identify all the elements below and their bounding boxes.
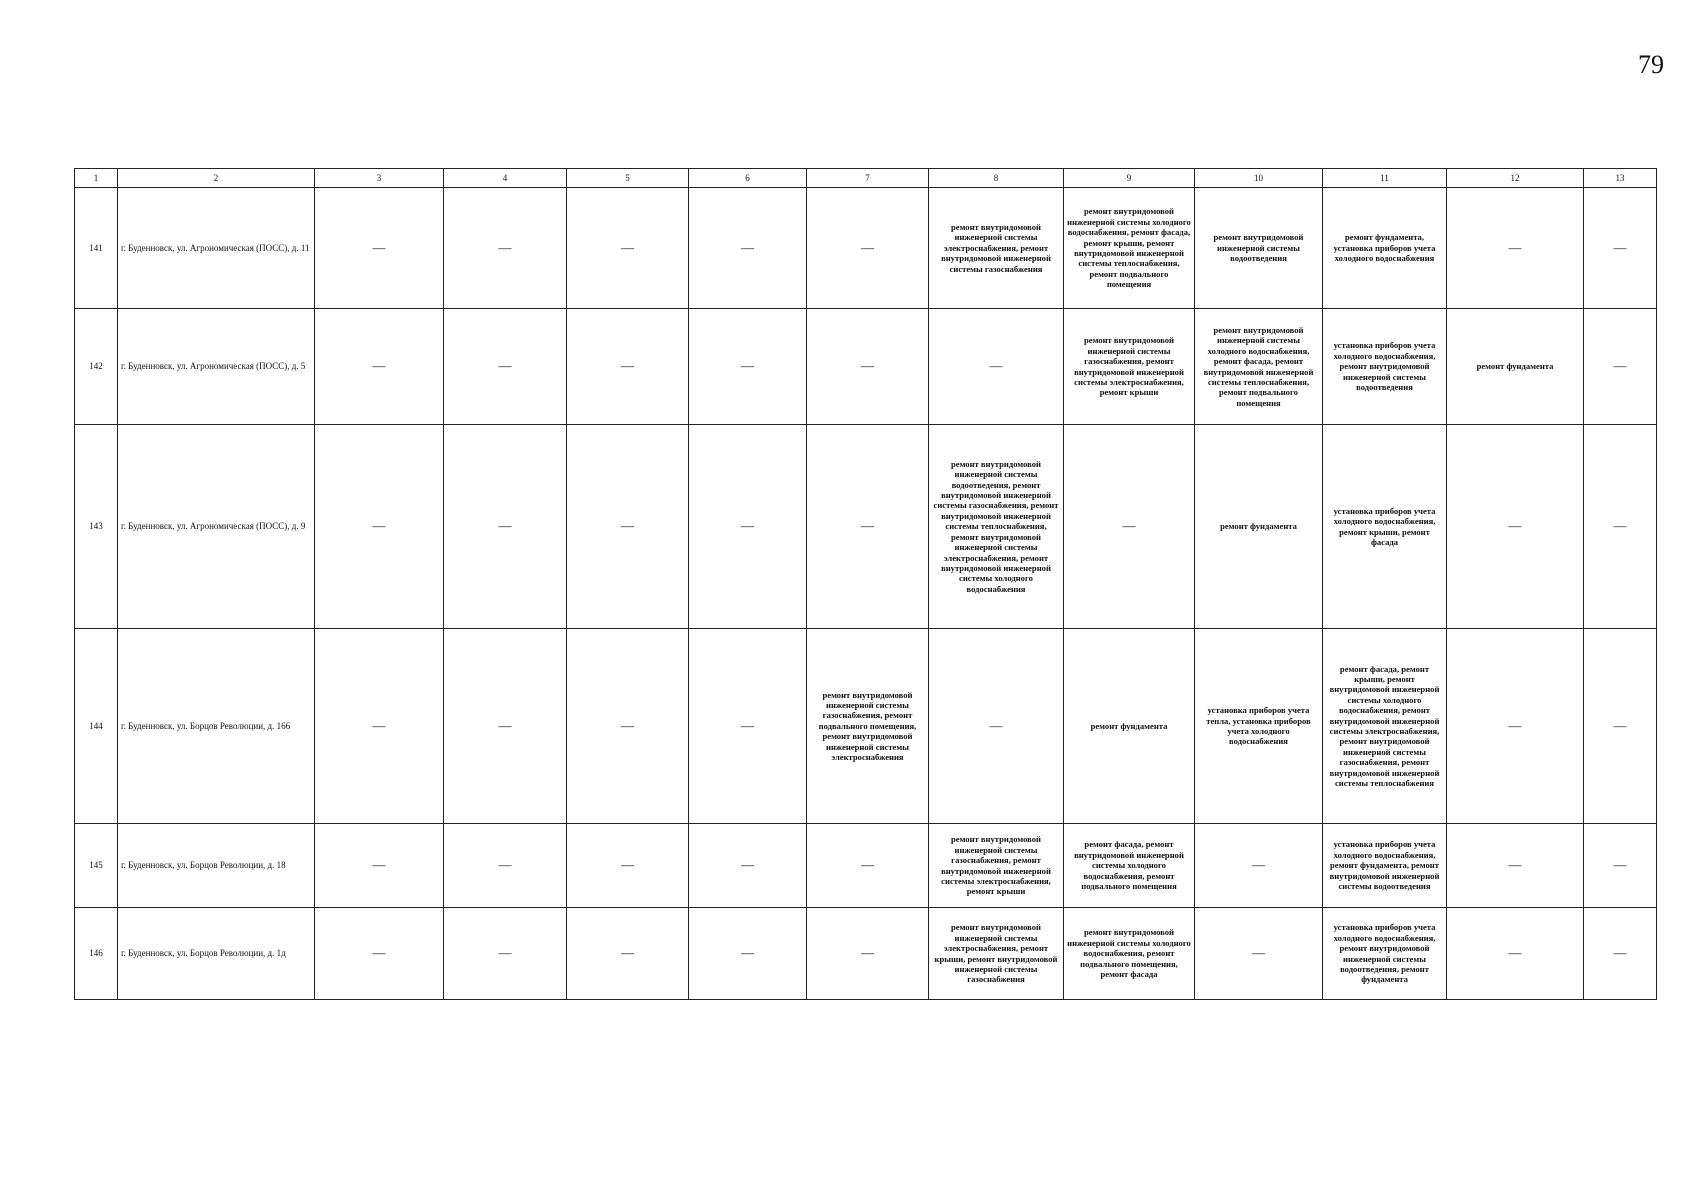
cell-col-5: — — [567, 309, 689, 425]
cell-col-12: ремонт фундамента — [1447, 309, 1584, 425]
cell-col-7: — — [807, 908, 929, 1000]
row-number: 143 — [75, 425, 118, 629]
table-row — [75, 188, 1657, 309]
row-number: 141 — [75, 188, 118, 309]
cell-col-5: — — [567, 188, 689, 309]
cell-col-4: — — [444, 824, 567, 908]
column-number: 4 — [444, 169, 567, 188]
cell-col-7: — — [807, 188, 929, 309]
cell-col-3: — — [315, 824, 444, 908]
column-number: 9 — [1064, 169, 1195, 188]
cell-col-7: — — [807, 425, 929, 629]
repair-schedule-table — [74, 168, 1657, 1000]
cell-col-8: ремонт внутридомовой инженерной системы газоснабжения, ремонт внутридомовой инженерной системы электроснабжения, ремонт крыши — [929, 824, 1064, 908]
cell-col-12: — — [1447, 629, 1584, 824]
cell-col-5: — — [567, 824, 689, 908]
cell-col-8: — — [929, 309, 1064, 425]
cell-col-6: — — [689, 188, 807, 309]
table-row — [75, 309, 1657, 425]
column-number: 7 — [807, 169, 929, 188]
page-number: 79 — [1638, 50, 1664, 79]
address-cell: г. Буденновск, ул. Борцов Революции, д. 1д — [118, 908, 315, 1000]
column-number: 2 — [118, 169, 315, 188]
address-cell: г. Буденновск, ул. Агрономическая (ПОСС), д. 9 — [118, 425, 315, 629]
cell-col-6: — — [689, 629, 807, 824]
address-cell: г. Буденновск, ул. Агрономическая (ПОСС), д. 11 — [118, 188, 315, 309]
cell-col-10: ремонт внутридомовой инженерной системы водоотведения — [1195, 188, 1323, 309]
column-number: 5 — [567, 169, 689, 188]
cell-col-8: — — [929, 629, 1064, 824]
cell-col-8: ремонт внутридомовой инженерной системы водоотведения, ремонт внутридомовой инженерной системы газоснабжения, ремонт внутридомовой инженерной системы теплоснабжения, ремонт внутридомовой инженерной системы электроснабжения, ремонт внутридомовой инженерной системы холодного водоснабжения — [929, 425, 1064, 629]
cell-col-3: — — [315, 425, 444, 629]
cell-col-4: — — [444, 425, 567, 629]
cell-col-10: установка приборов учета тепла, установка приборов учета холодного водоснабжения — [1195, 629, 1323, 824]
address-cell: г. Буденновск, ул. Борцов Революции, д. 18 — [118, 824, 315, 908]
cell-col-11: установка приборов учета холодного водоснабжения, ремонт крыши, ремонт фасада — [1323, 425, 1447, 629]
cell-col-13: — — [1584, 908, 1657, 1000]
row-number: 144 — [75, 629, 118, 824]
cell-col-9: ремонт внутридомовой инженерной системы газоснабжения, ремонт внутридомовой инженерной системы электроснабжения, ремонт крыши — [1064, 309, 1195, 425]
column-number: 12 — [1447, 169, 1584, 188]
cell-col-9: ремонт внутридомовой инженерной системы холодного водоснабжения, ремонт подвального помещения, ремонт фасада — [1064, 908, 1195, 1000]
cell-col-3: — — [315, 629, 444, 824]
cell-col-7: ремонт внутридомовой инженерной системы газоснабжения, ремонт подвального помещения, ремонт внутридомовой инженерной системы электроснабжения — [807, 629, 929, 824]
cell-col-12: — — [1447, 908, 1584, 1000]
cell-col-6: — — [689, 908, 807, 1000]
cell-col-11: установка приборов учета холодного водоснабжения, ремонт внутридомовой инженерной системы водоотведения, ремонт фундамента — [1323, 908, 1447, 1000]
cell-col-11: установка приборов учета холодного водоснабжения, ремонт фундамента, ремонт внутридомовой инженерной системы водоотведения — [1323, 824, 1447, 908]
cell-col-11: ремонт фасада, ремонт крыши, ремонт внутридомовой инженерной системы холодного водоснабжения, ремонт внутридомовой инженерной системы электроснабжения, ремонт внутридомовой инженерной системы газоснабжения, ремонт внутридомовой инженерной системы теплоснабжения — [1323, 629, 1447, 824]
cell-col-9: ремонт фундамента — [1064, 629, 1195, 824]
table-row — [75, 824, 1657, 908]
cell-col-5: — — [567, 629, 689, 824]
table-row — [75, 629, 1657, 824]
cell-col-7: — — [807, 309, 929, 425]
cell-col-3: — — [315, 309, 444, 425]
cell-col-8: ремонт внутридомовой инженерной системы электроснабжения, ремонт крыши, ремонт внутридомовой инженерной системы газоснабжения — [929, 908, 1064, 1000]
cell-col-13: — — [1584, 824, 1657, 908]
cell-col-10: — — [1195, 908, 1323, 1000]
address-cell: г. Буденновск, ул. Агрономическая (ПОСС), д. 5 — [118, 309, 315, 425]
row-number: 146 — [75, 908, 118, 1000]
row-number: 142 — [75, 309, 118, 425]
cell-col-10: — — [1195, 824, 1323, 908]
cell-col-12: — — [1447, 824, 1584, 908]
cell-col-4: — — [444, 629, 567, 824]
cell-col-8: ремонт внутридомовой инженерной системы электроснабжения, ремонт внутридомовой инженерной системы газоснабжения — [929, 188, 1064, 309]
cell-col-3: — — [315, 908, 444, 1000]
column-number: 10 — [1195, 169, 1323, 188]
table-row — [75, 908, 1657, 1000]
column-number: 3 — [315, 169, 444, 188]
cell-col-6: — — [689, 425, 807, 629]
cell-col-11: ремонт фундамента, установка приборов учета холодного водоснабжения — [1323, 188, 1447, 309]
cell-col-6: — — [689, 824, 807, 908]
column-number: 8 — [929, 169, 1064, 188]
cell-col-13: — — [1584, 188, 1657, 309]
column-number: 6 — [689, 169, 807, 188]
cell-col-12: — — [1447, 425, 1584, 629]
cell-col-7: — — [807, 824, 929, 908]
cell-col-6: — — [689, 309, 807, 425]
table-row — [75, 425, 1657, 629]
cell-col-13: — — [1584, 629, 1657, 824]
column-number-row — [75, 169, 1657, 188]
row-number: 145 — [75, 824, 118, 908]
cell-col-10: ремонт фундамента — [1195, 425, 1323, 629]
column-number: 1 — [75, 169, 118, 188]
cell-col-13: — — [1584, 425, 1657, 629]
cell-col-4: — — [444, 188, 567, 309]
address-cell: г. Буденновск, ул. Борцов Революции, д. 166 — [118, 629, 315, 824]
cell-col-4: — — [444, 309, 567, 425]
cell-col-12: — — [1447, 188, 1584, 309]
cell-col-9: ремонт внутридомовой инженерной системы холодного водоснабжения, ремонт фасада, ремонт крыши, ремонт внутридомовой инженерной системы теплоснабжения, ремонт подвального помещения — [1064, 188, 1195, 309]
cell-col-3: — — [315, 188, 444, 309]
cell-col-4: — — [444, 908, 567, 1000]
cell-col-9: — — [1064, 425, 1195, 629]
cell-col-5: — — [567, 425, 689, 629]
cell-col-5: — — [567, 908, 689, 1000]
column-number: 11 — [1323, 169, 1447, 188]
column-number: 13 — [1584, 169, 1657, 188]
cell-col-11: установка приборов учета холодного водоснабжения, ремонт внутридомовой инженерной системы водоотведения — [1323, 309, 1447, 425]
cell-col-9: ремонт фасада, ремонт внутридомовой инженерной системы холодного водоснабжения, ремонт подвального помещения — [1064, 824, 1195, 908]
cell-col-10: ремонт внутридомовой инженерной системы холодного водоснабжения, ремонт фасада, ремонт внутридомовой инженерной системы теплоснабжения, ремонт подвального помещения — [1195, 309, 1323, 425]
cell-col-13: — — [1584, 309, 1657, 425]
